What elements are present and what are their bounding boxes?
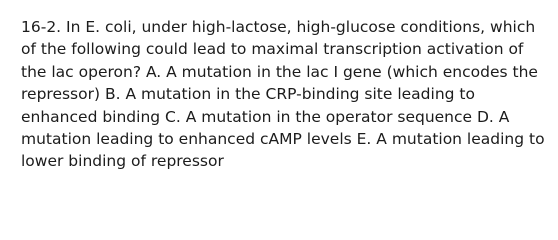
question-text: 16-2. In E. coli, under high-lactose, high-glucose conditions, which of the following could lead to maximal transcription activation of the lac operon? A. A mutation in the lac I gene (which encodes the repressor) B. A mutation in the CRP-binding site leading to enhanced binding C. A mutation in the operator sequence D. A mutation leading to enhanced cAMP levels E. A mutation leading to lower binding of repressor xyxy=(21,18,545,171)
